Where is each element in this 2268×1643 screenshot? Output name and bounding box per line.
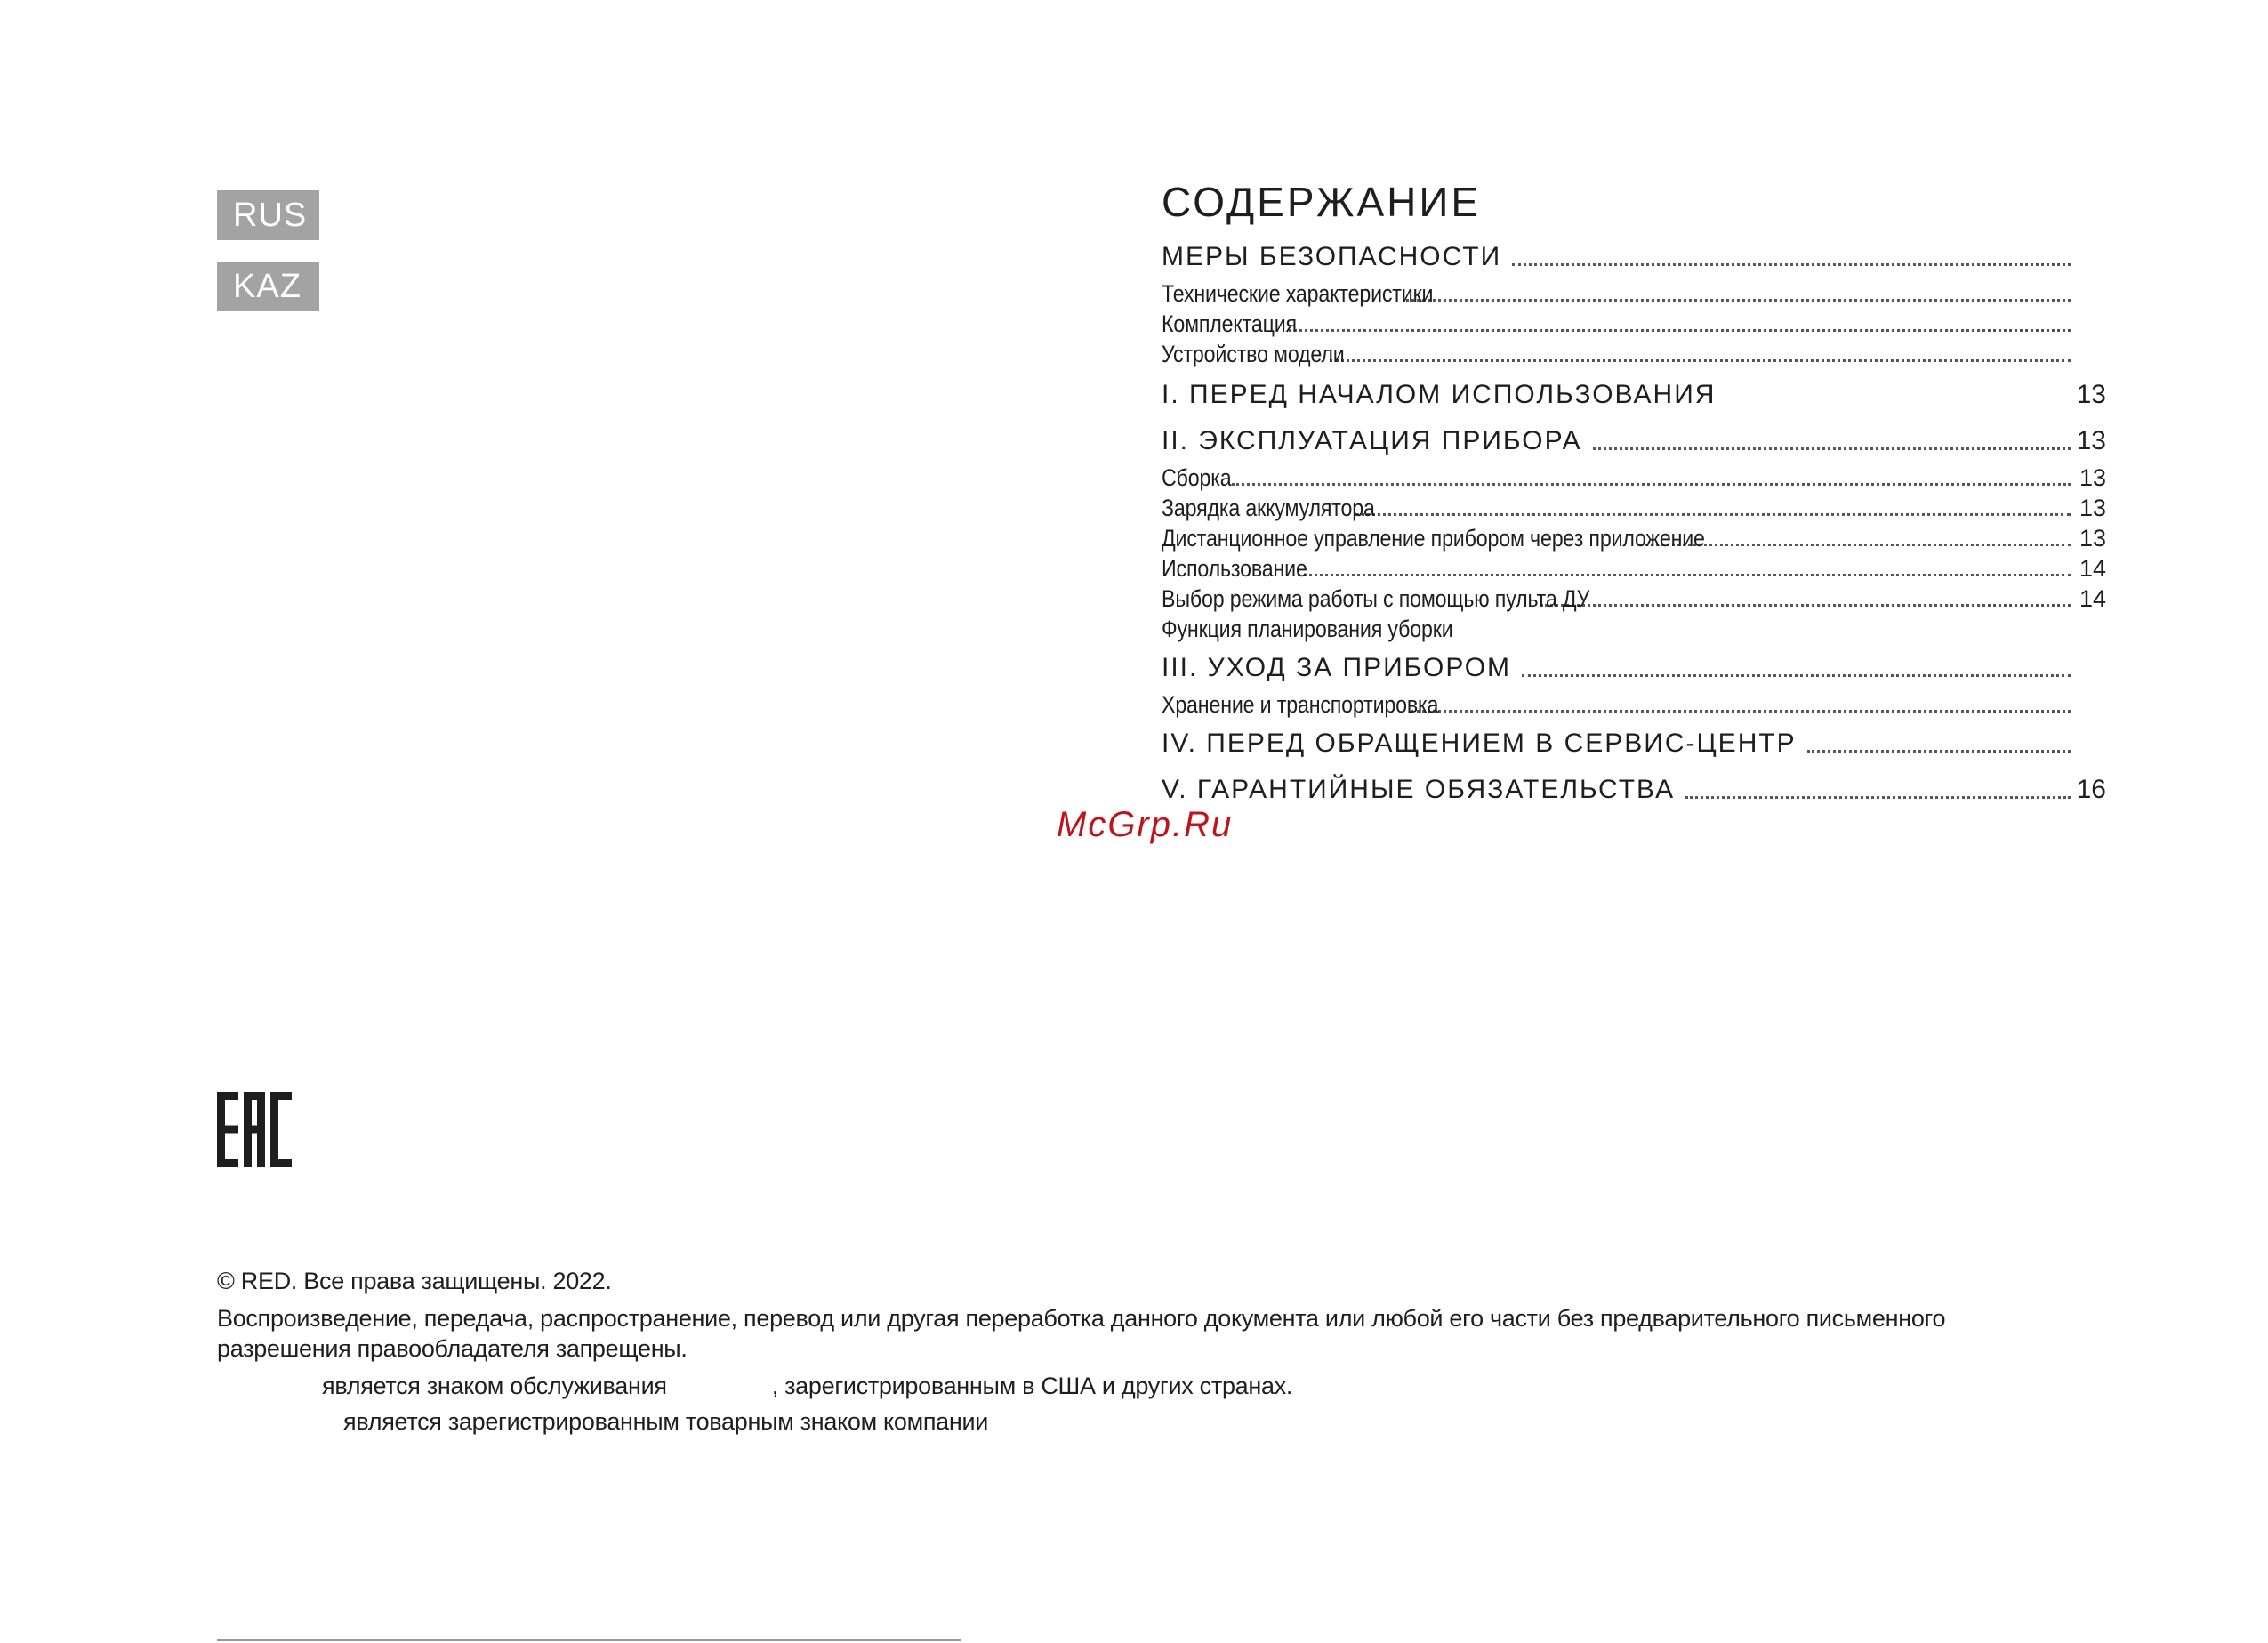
toc-title: СОДЕРЖАНИЕ <box>1162 179 1482 225</box>
toc-entry-label: V. ГАРАНТИЙНЫЕ ОБЯЗАТЕЛЬСТВА <box>1162 775 1676 804</box>
reproduction-notice: Воспроизведение, передача, распространение, перевод или другая переработка данного документа или любой его части без предварительного письменного разрешения правообладателя запрещены. <box>217 1305 1946 1362</box>
toc-entry-label: Функция планирования уборки <box>1162 616 1453 642</box>
toc-entry[interactable] <box>1162 683 2106 719</box>
toc-leader-dots <box>1807 750 2071 753</box>
toc-entry[interactable] <box>1162 723 2106 759</box>
toc-entry-label: Сборка <box>1162 464 1232 491</box>
eac-certification-logo <box>217 1092 292 1167</box>
toc-entry-label: МЕРЫ БЕЗОПАСНОСТИ <box>1162 242 1502 271</box>
toc-entry-label: I. ПЕРЕД НАЧАЛОМ ИСПОЛЬЗОВАНИЯ <box>1162 380 1717 409</box>
toc-entry[interactable] <box>1162 237 2106 272</box>
service-mark-text: является знаком обслуживания <box>322 1373 667 1399</box>
copyright-block <box>217 1266 2085 1437</box>
toc-entry-label: III. УХОД ЗА ПРИБОРОМ <box>1162 653 1512 682</box>
service-mark-notice <box>217 1371 2085 1401</box>
toc-entry-page: 13 <box>2076 380 2106 409</box>
toc-leader-dots <box>1406 299 2071 302</box>
toc-leader-dots <box>1232 483 2071 486</box>
watermark: McGrp.Ru <box>1057 805 1234 844</box>
toc-entry[interactable] <box>1162 769 2106 805</box>
toc-leader-dots <box>1540 604 2071 607</box>
toc-entry-label: Зарядка аккумулятора <box>1162 495 1375 521</box>
toc-leader-dots <box>1289 329 2071 332</box>
toc-entry-label: Хранение и транспортировка <box>1162 691 1439 718</box>
toc-entry[interactable] <box>1162 421 2106 456</box>
toc-entry[interactable] <box>1162 375 2106 410</box>
toc-leader-dots <box>1411 710 2071 713</box>
toc-leader-dots <box>1512 263 2071 266</box>
toc-entry-label: Дистанционное управление прибором через приложение <box>1162 525 1705 552</box>
service-mark-text-2: , зарегистрированным в США и других странах. <box>771 1373 1293 1399</box>
toc-entry[interactable] <box>1162 608 2106 643</box>
toc-leader-dots <box>1298 574 2071 576</box>
toc-entry-label: II. ЭКСПЛУАТАЦИЯ ПРИБОРА <box>1162 426 1582 455</box>
language-tab-rus[interactable]: RUS <box>217 190 319 240</box>
toc-entry-page: 13 <box>2076 426 2106 455</box>
toc-entry-label: Выбор режима работы с помощью пульта ДУ <box>1162 585 1590 612</box>
toc-entry-page: 14 <box>2079 585 2106 612</box>
language-tab-kaz[interactable]: KAZ <box>217 262 319 311</box>
toc-leader-dots <box>1522 674 2071 677</box>
toc-entry-page: 13 <box>2079 525 2106 552</box>
toc-entry[interactable] <box>1162 333 2106 368</box>
toc-leader-dots <box>1330 359 2071 362</box>
toc-entry[interactable] <box>1162 648 2106 683</box>
trademark-notice: является зарегистрированным товарным знаком компании <box>343 1408 989 1435</box>
toc-entry-page: 13 <box>2079 464 2106 491</box>
page-divider <box>217 1639 961 1641</box>
toc-leader-dots <box>1355 513 2071 516</box>
toc-entry-page: 16 <box>2076 775 2106 804</box>
toc-entry-label: Технические характеристики <box>1162 280 1434 307</box>
toc-entry-page: 13 <box>2079 495 2106 521</box>
toc-entry-label: Комплектация <box>1162 310 1297 337</box>
toc-entry-label: Использование <box>1162 555 1307 582</box>
toc-leader-dots <box>1685 796 2071 799</box>
toc-leader-dots <box>1593 447 2071 450</box>
toc-entry-label: IV. ПЕРЕД ОБРАЩЕНИЕМ В СЕРВИС-ЦЕНТР <box>1162 729 1797 758</box>
copyright-line: © RED. Все права защищены. 2022. <box>217 1268 612 1294</box>
toc-entry-page: 14 <box>2079 555 2106 582</box>
toc-entry-label: Устройство модели <box>1162 341 1345 367</box>
